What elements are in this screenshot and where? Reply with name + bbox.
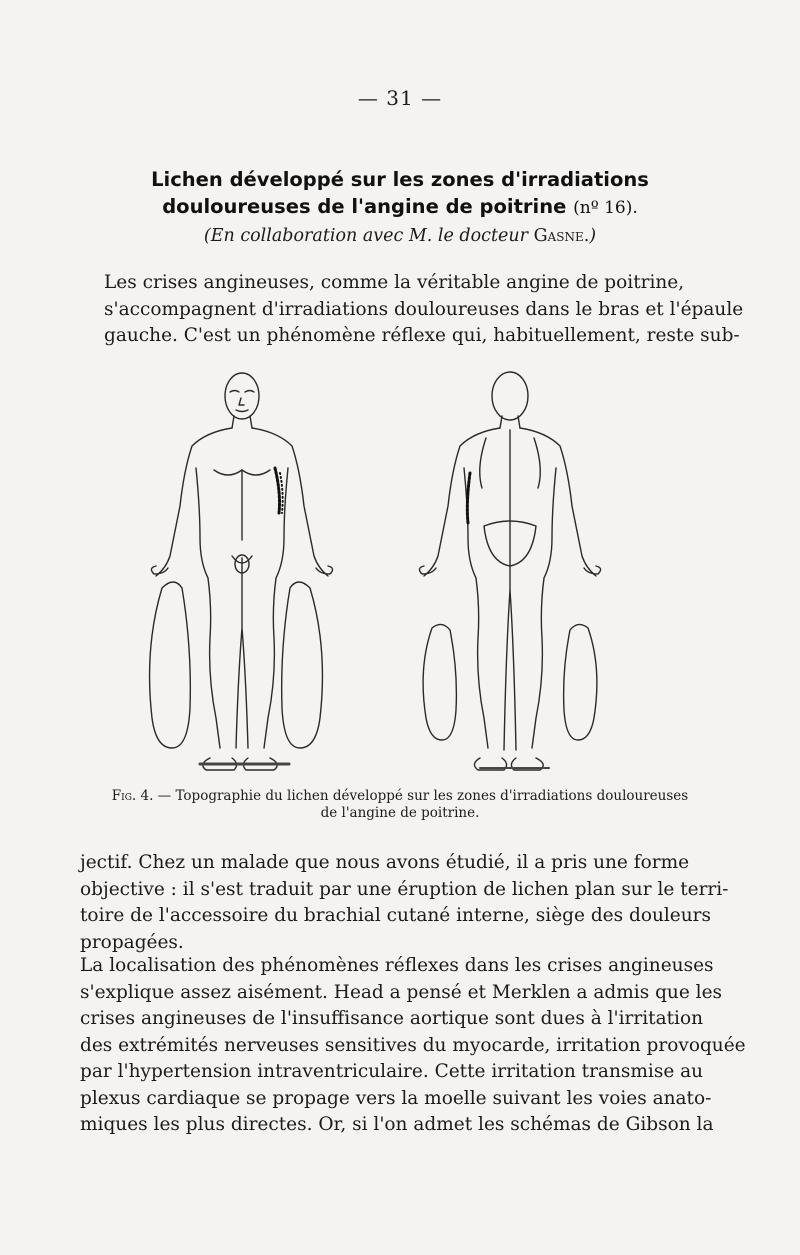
collaboration-prefix: (En collaboration avec M. le docteur bbox=[203, 226, 528, 246]
paragraph-2 bbox=[80, 850, 729, 956]
collaboration-line bbox=[80, 226, 720, 246]
paragraph-line: miques les plus directes. Or, si l'on admet les schémas de Gibson la bbox=[80, 1114, 714, 1135]
paragraph-line: propagées. bbox=[80, 931, 184, 953]
title-line-2: douloureuses de l'angine de poitrine bbox=[162, 195, 567, 218]
figure-caption bbox=[90, 788, 710, 822]
paragraph-1 bbox=[80, 270, 744, 350]
figure-label: Fig. 4. bbox=[111, 788, 154, 804]
paragraph-line: s'accompagnent d'irradiations douloureuses dans le bras et l'épaule bbox=[104, 298, 744, 320]
paragraph-line: gauche. C'est un phénomène réflexe qui, habituellement, reste sub- bbox=[104, 325, 740, 346]
paragraph-line: toire de l'accessoire du brachial cutané interne, siège des douleurs bbox=[80, 905, 711, 926]
paragraph-line: Les crises angineuses, comme la véritable angine de poitrine, bbox=[104, 272, 685, 293]
paragraph-line: crises angineuses de l'insuffisance aortique sont dues à l'irritation bbox=[80, 1008, 704, 1029]
paragraph-line: par l'hypertension intraventriculaire. Cette irritation transmise au bbox=[80, 1061, 704, 1082]
anatomical-figure bbox=[140, 358, 630, 778]
page-number: — 31 — bbox=[357, 86, 443, 110]
paragraph-line: jectif. Chez un malade que nous avons étudié, il a pris une forme bbox=[80, 852, 690, 873]
front-body-figure bbox=[150, 373, 333, 770]
paragraph-line: plexus cardiaque se propage vers la moelle suivant les voies anato- bbox=[80, 1087, 712, 1109]
paragraph-3 bbox=[80, 953, 746, 1139]
paragraph-line: objective : il s'est traduit par une éruption de lichen plan sur le terri- bbox=[80, 878, 729, 900]
collaborator-name: Gasne. bbox=[533, 226, 590, 246]
paragraph-line: des extrémités nerveuses sensitives du myocarde, irritation provoquée bbox=[80, 1034, 746, 1056]
title-reference-note: (nº 16). bbox=[573, 198, 638, 218]
collaboration-suffix: ) bbox=[589, 226, 597, 246]
back-body-figure bbox=[419, 372, 600, 770]
title-line-1: Lichen développé sur les zones d'irradiations bbox=[151, 168, 649, 191]
paragraph-line: s'explique assez aisément. Head a pensé et Merklen a admis que les bbox=[80, 981, 723, 1003]
paragraph-line: La localisation des phénomènes réflexes dans les crises angineuses bbox=[80, 955, 714, 976]
caption-line-1: — Topographie du lichen développé sur les zones d'irradiations douloureuses bbox=[157, 788, 689, 804]
caption-line-2: de l'angine de poitrine. bbox=[320, 805, 480, 821]
section-title bbox=[80, 166, 720, 222]
